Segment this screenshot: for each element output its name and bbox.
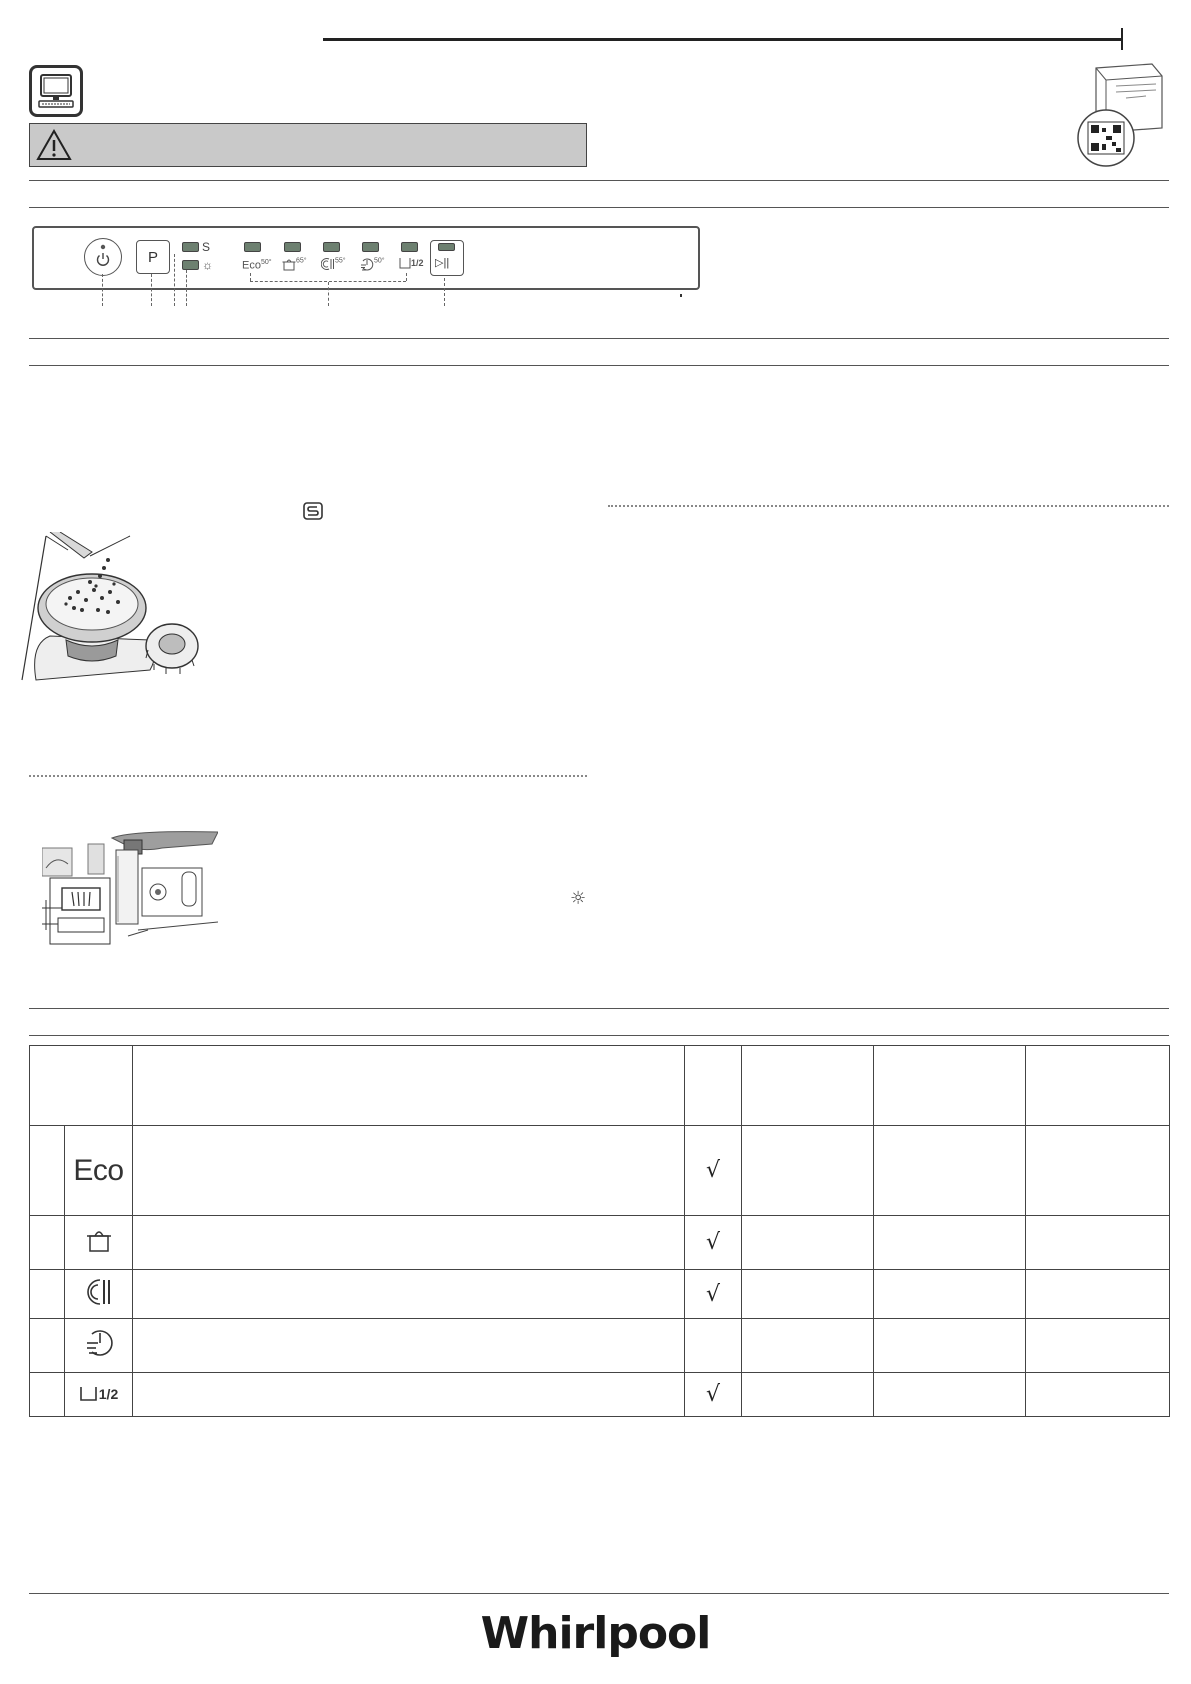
- section-rule: [29, 1008, 1169, 1009]
- program-button[interactable]: [136, 240, 170, 274]
- section-rule: [29, 1035, 1169, 1036]
- section-rule: [29, 180, 1169, 181]
- salt-led-symbol: S: [202, 240, 211, 254]
- top-rule-tick: [1121, 28, 1123, 50]
- row-icon-cell: [65, 1270, 133, 1319]
- program-led-daily: [323, 242, 340, 252]
- program-button-label: P: [147, 248, 158, 266]
- plate-cutlery-icon: [321, 257, 335, 271]
- program-label-half-load-value: 1/2: [411, 257, 424, 268]
- footer-rule: [29, 1593, 1169, 1594]
- row-cell: [874, 1216, 1026, 1270]
- quick-wash-icon: [360, 257, 374, 271]
- top-rule: [323, 38, 1123, 41]
- dishwasher-qr-illustration: [1066, 58, 1164, 170]
- program-label-eco: [242, 259, 272, 272]
- start-pause-icon: ▷||: [435, 257, 450, 269]
- row-number-cell: [30, 1319, 65, 1373]
- row-cell: [1026, 1216, 1170, 1270]
- program-label-daily: [321, 257, 346, 271]
- table-row: [30, 1373, 1170, 1417]
- program-label-quick: [360, 257, 385, 271]
- section-rule: [29, 338, 1169, 339]
- pot-icon: [85, 1226, 113, 1254]
- row-number-cell: [30, 1270, 65, 1319]
- table-row: [30, 1270, 1170, 1319]
- program-led-quick: [362, 242, 379, 252]
- callout-leader: [444, 278, 445, 306]
- salt-funnel-illustration: [20, 532, 200, 684]
- start-pause-led: [438, 243, 455, 251]
- program-bracket-end: [250, 273, 251, 281]
- quick-wash-icon: [83, 1326, 115, 1360]
- row-cell: [1026, 1319, 1170, 1373]
- row-cell: [874, 1126, 1026, 1216]
- dotted-separator: [29, 775, 587, 777]
- rinse-aid-symbol: ☼: [570, 888, 587, 909]
- power-icon: [93, 244, 113, 270]
- salt-refill-icon: [302, 502, 324, 520]
- whirlpool-logo: Whirlpool: [480, 1608, 711, 1659]
- dotted-separator: [608, 505, 1169, 507]
- program-bracket: [250, 281, 406, 282]
- program-label-quick-temp: 50°: [374, 257, 385, 265]
- callout-leader: [102, 274, 103, 306]
- program-table: [29, 1045, 1170, 1417]
- callout-leader: [328, 282, 329, 306]
- table-header-cell: [1026, 1046, 1170, 1126]
- program-led-half-load: [401, 242, 418, 252]
- row-number-cell: [30, 1216, 65, 1270]
- warning-triangle-icon: [36, 129, 72, 161]
- callout-leader: [186, 270, 187, 306]
- table-header-cell: [874, 1046, 1026, 1126]
- row-icon-cell: [65, 1126, 133, 1216]
- row-cell: [742, 1373, 874, 1417]
- row-check-cell: √: [685, 1126, 742, 1216]
- table-row: [30, 1319, 1170, 1373]
- row-cell: [1026, 1270, 1170, 1319]
- callout-leader: [151, 274, 152, 306]
- row-check-cell: √: [685, 1270, 742, 1319]
- row-icon-cell: [65, 1319, 133, 1373]
- row-cell: [742, 1319, 874, 1373]
- row-cell: [874, 1270, 1026, 1319]
- start-pause-button[interactable]: [430, 240, 464, 276]
- program-label-eco-name: Eco: [242, 259, 261, 272]
- plate-cutlery-icon: [83, 1276, 115, 1308]
- table-header-row: [30, 1046, 1170, 1126]
- callout-leader: [174, 254, 175, 306]
- row-cell: [1026, 1126, 1170, 1216]
- row-check-cell: [685, 1319, 742, 1373]
- row-cell: [874, 1373, 1026, 1417]
- warning-bar: [29, 123, 587, 167]
- section-rule: [29, 207, 1169, 208]
- table-row: [30, 1126, 1170, 1216]
- program-label-eco-temp: 50°: [260, 259, 272, 266]
- row-number-cell: [30, 1126, 65, 1216]
- program-label-half-load: [399, 257, 424, 269]
- row-check-cell: √: [685, 1373, 742, 1417]
- rinse-aid-led-symbol: ☼: [202, 258, 213, 272]
- program-label-intensive: [282, 257, 307, 271]
- row-cell: [742, 1216, 874, 1270]
- row-description-cell: [133, 1373, 685, 1417]
- program-bracket-end: [406, 273, 407, 281]
- row-number-cell: [30, 1373, 65, 1417]
- table-header-cell: [685, 1046, 742, 1126]
- program-led-intensive: [284, 242, 301, 252]
- program-label-daily-temp: 55°: [335, 257, 346, 265]
- half-load-label: 1/2: [98, 1386, 119, 1403]
- row-icon-cell: [65, 1373, 133, 1417]
- half-load-icon: [79, 1385, 99, 1403]
- panel-mark: [680, 294, 682, 297]
- row-icon-cell: [65, 1216, 133, 1270]
- rinse-aid-led: [182, 260, 199, 270]
- pot-icon: [282, 257, 296, 271]
- row-description-cell: [133, 1126, 685, 1216]
- half-load-icon: [399, 257, 411, 269]
- section-rule: [29, 365, 1169, 366]
- row-description-cell: [133, 1216, 685, 1270]
- row-check-cell: √: [685, 1216, 742, 1270]
- table-header-cell: [30, 1046, 133, 1126]
- table-header-cell: [742, 1046, 874, 1126]
- detergent-dispenser-illustration: [42, 830, 218, 948]
- salt-led: [182, 242, 199, 252]
- monitor-keyboard-icon: [29, 65, 83, 117]
- row-cell: [874, 1319, 1026, 1373]
- table-header-cell: [133, 1046, 685, 1126]
- program-label-intensive-temp: 65°: [296, 257, 307, 265]
- program-led-eco: [244, 242, 261, 252]
- row-cell: [742, 1270, 874, 1319]
- power-button[interactable]: [84, 238, 122, 276]
- eco-icon: Eco: [73, 1153, 124, 1187]
- table-row: [30, 1216, 1170, 1270]
- row-cell: [1026, 1373, 1170, 1417]
- row-description-cell: [133, 1270, 685, 1319]
- row-description-cell: [133, 1319, 685, 1373]
- row-cell: [742, 1126, 874, 1216]
